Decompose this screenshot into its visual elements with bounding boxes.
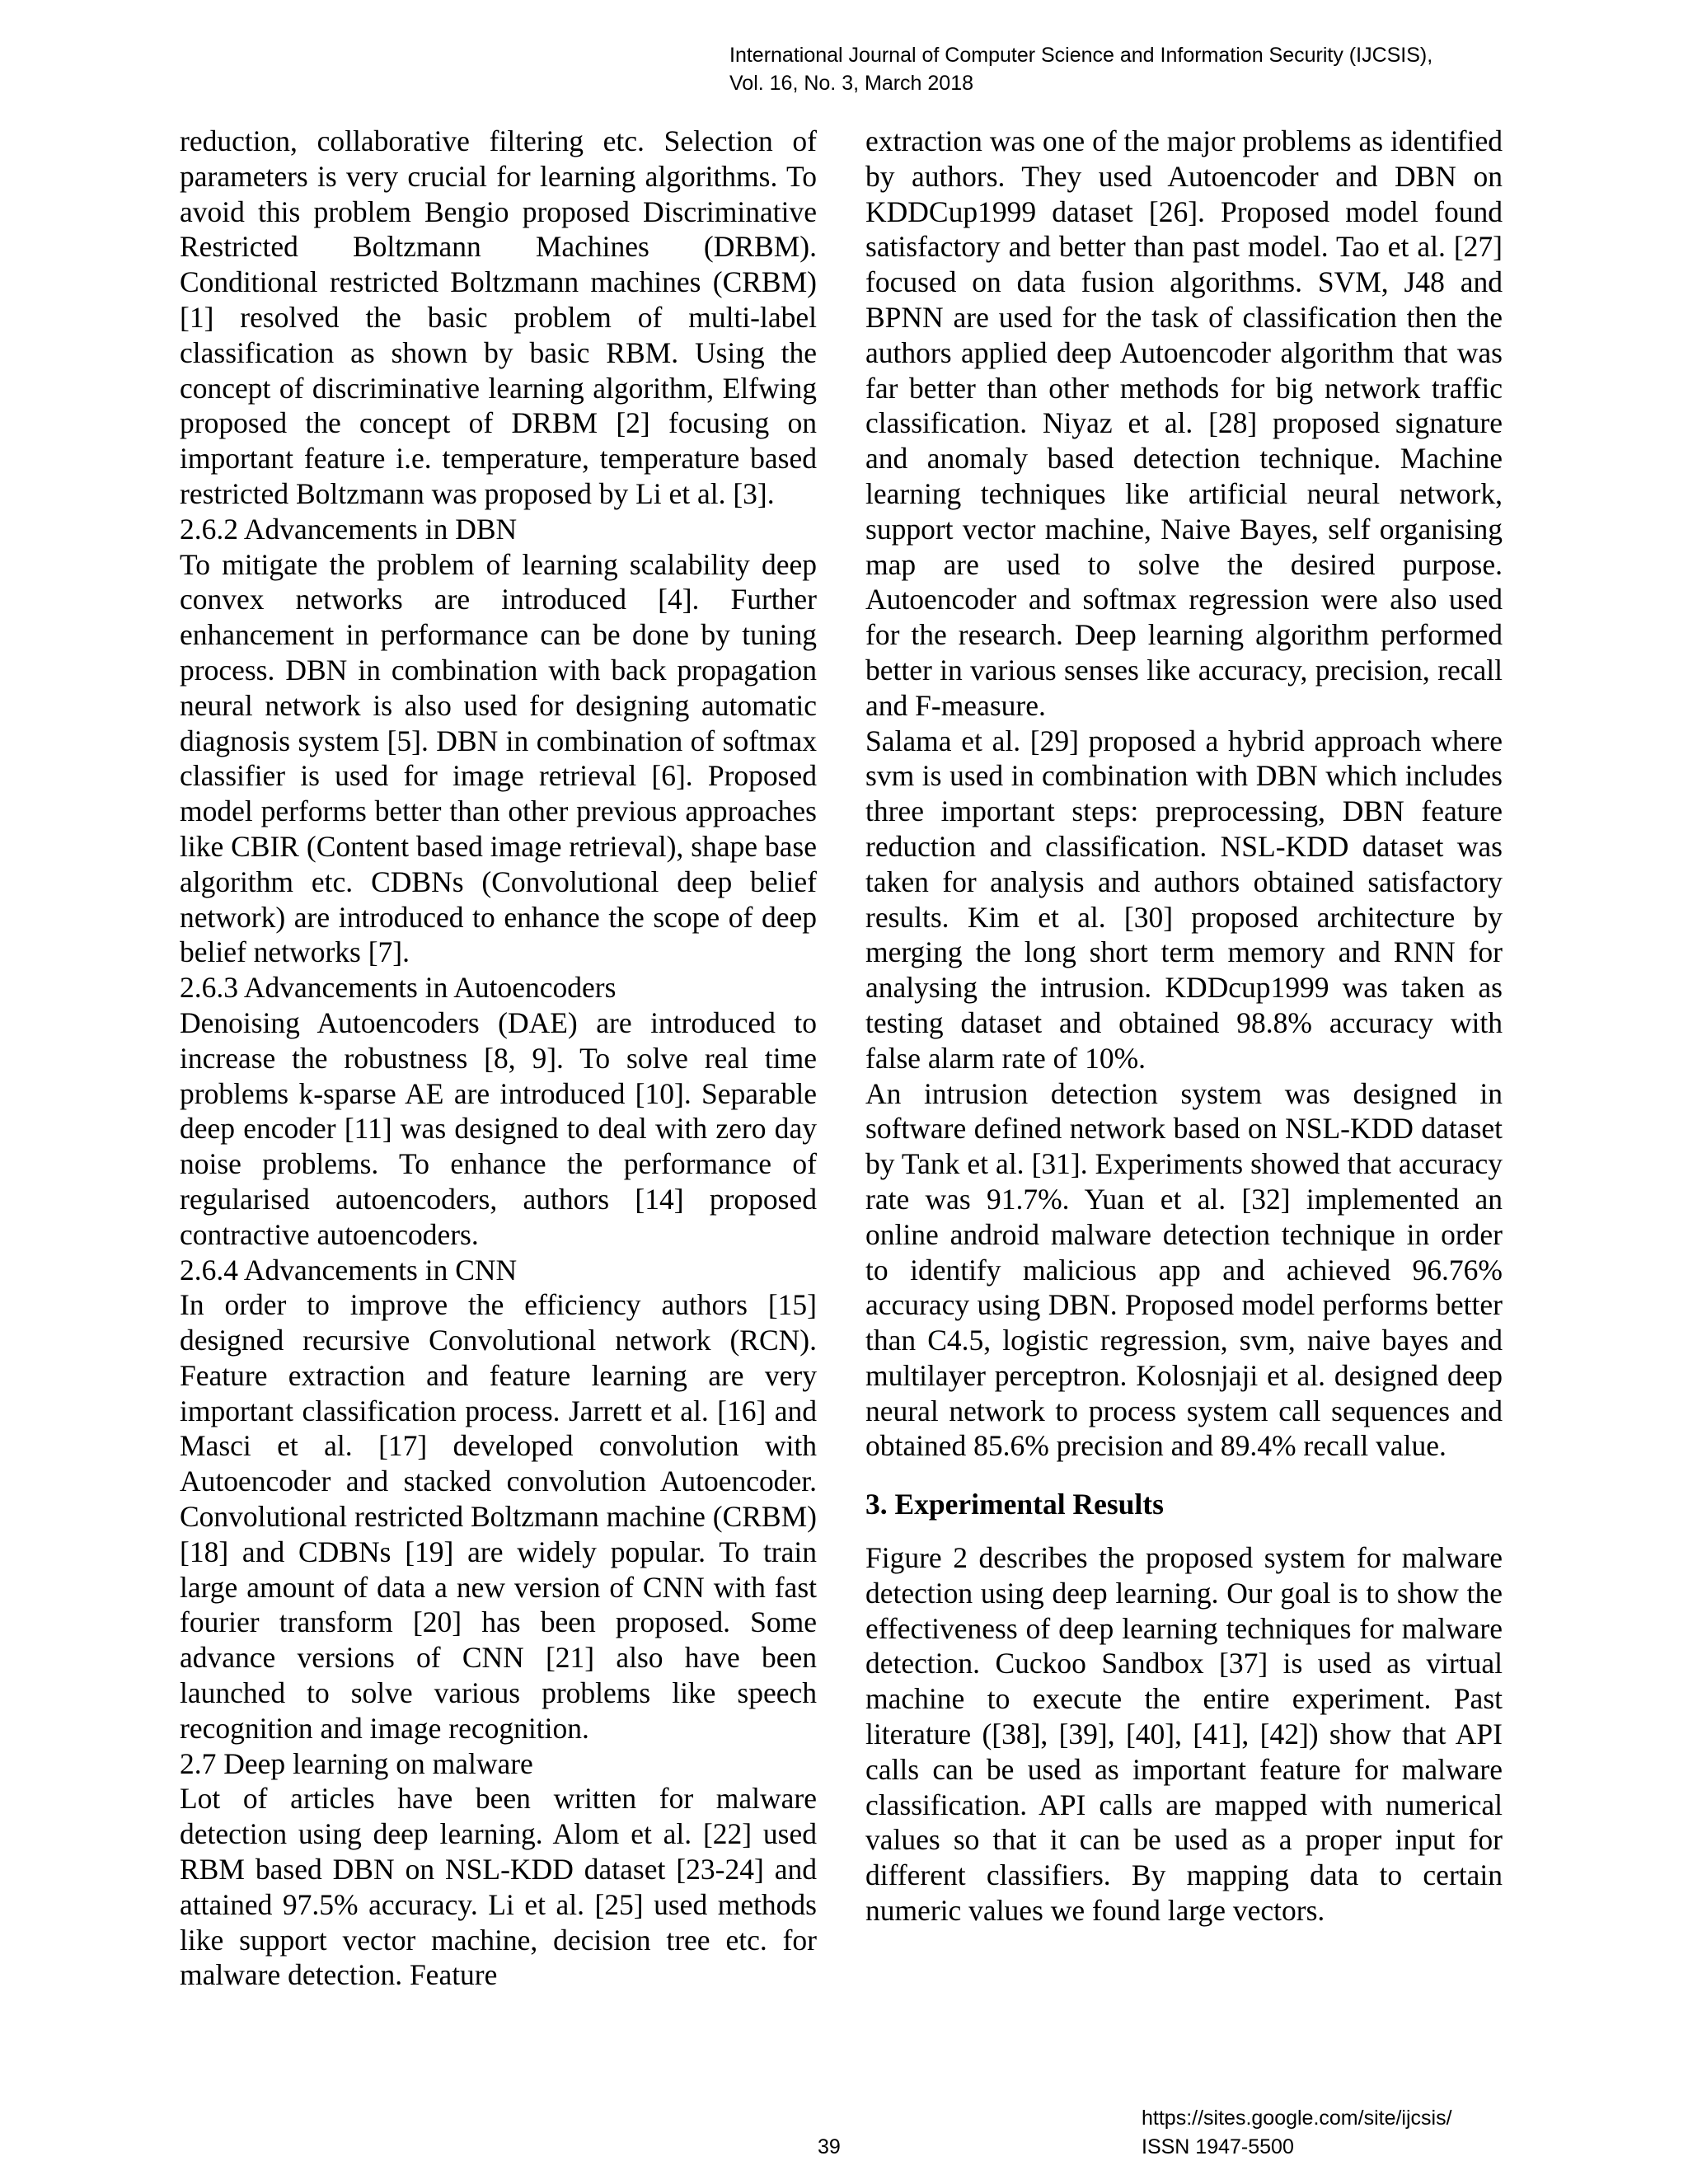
paragraph-feature-extraction: extraction was one of the major problems as identified by authors. They used Autoencoder and DBN on KDDCup1999 dataset [26]. Proposed model found satisfactory and better than past model. Tao et al. [27] focused on data fusion algorithms. SVM, J48 and BPNN are used for the task of classification then the authors applied deep Autoencoder algorithm that was far better than other methods for big network traffic classification. Niyaz et al. [28] proposed signature and anomaly based detection technique. Machine learning techniques like artificial neural network, support vector machine, Naive Bayes, self organising map are used to solve the desired purpose. Autoencoder and softmax regression were also used for the research. Deep learning algorithm performed better in various senses like accuracy, precision, recall and F-measure.: [865, 124, 1503, 722]
paragraph-intrusion-detection: An intrusion detection system was designed in software defined network based on NSL-KDD dataset by Tank et al. [31]. Experiments showed that accuracy rate was 91.7%. Yuan et al. [32] implemented an online android malware detection technique in order to identify malicious app and achieved 96.76% accuracy using DBN. Proposed model performs better than C4.5, logistic regression, svm, naive bayes and multilayer perceptron. Kolosnjaji et al. designed deep neural network to process system call sequences and obtained 85.6% precision and 89.4% recall value.: [865, 1076, 1503, 1463]
journal-header-title: International Journal of Computer Science and Information Security (IJCSIS),: [729, 44, 1433, 67]
footer-url: https://sites.google.com/site/ijcsis/: [1142, 2107, 1452, 2130]
paragraph-hybrid-approach: Salama et al. [29] proposed a hybrid approach where svm is used in combination with DBN which includes three important steps: preprocessing, DBN feature reduction and classification. NSL-KDD dataset was taken for analysis and authors obtained satisfactory results. Kim et al. [30] proposed architecture by merging the long short term memory and RNN for analysing the intrusion. KDDcup1999 was taken as testing dataset and obtained 98.8% accuracy with false alarm rate of 10%.: [865, 724, 1503, 1075]
left-column: [180, 124, 817, 1993]
section-title-experimental-results: 3. Experimental Results: [865, 1488, 1164, 1521]
subsection-heading-autoencoders: 2.6.3 Advancements in Autoencoders: [180, 971, 617, 1005]
subsection-heading-malware: 2.7 Deep learning on malware: [180, 1746, 533, 1780]
right-column: [865, 124, 1503, 1929]
paragraph-cnn: In order to improve the efficiency authors [15] designed recursive Convolutional network (RCN). Feature extraction and feature learning are very important classification process. Jarrett et al. [16] and Masci et al. [17] developed convolution with Autoencoder and stacked convolution Autoencoder. Convolutional restricted Boltzmann machine (CRBM) [18] and CDBNs [19] are widely popular. To train large amount of data a new version of CNN with fast fourier transform [20] has been proposed. Some advance versions of CNN [21] also have been launched to solve various problems like speech recognition and image recognition.: [180, 1288, 817, 1745]
paragraph-dbn: To mitigate the problem of learning scalability deep convex networks are introduced [4]. Further enhancement in performance can be done by tuning process. DBN in combination with back propagation neural network is also used for designing automatic diagnosis system [5]. DBN in combination of softmax classifier is used for image retrieval [6]. Proposed model performs better than other previous approaches like CBIR (Content based image retrieval), shape base algorithm etc. CDBNs (Convolutional deep belief network) are introduced to enhance the scope of deep belief networks [7].: [180, 547, 817, 969]
subsection-heading-cnn: 2.6.4 Advancements in CNN: [180, 1253, 518, 1286]
journal-header-volume: Vol. 16, No. 3, March 2018: [729, 72, 974, 95]
footer-issn: ISSN 1947-5500: [1142, 2135, 1294, 2158]
paragraph-proposed-system: Figure 2 describes the proposed system for malware detection using deep learning. Our goal is to show the effectiveness of deep learning techniques for malware detection. Cuckoo Sandbox [37] is used as virtual machine to execute the entire experiment. Past literature ([38], [39], [40], [41], [42]) show that API calls can be used as important feature for malware classification. API calls are mapped with numerical values so that it can be used as a proper input for different classifiers. By mapping data to certain numeric values we found large vectors.: [865, 1541, 1503, 1928]
journal-header: [729, 41, 1554, 97]
paragraph-drbm: reduction, collaborative filtering etc. Selection of parameters is very crucial for learning algorithms. To avoid this problem Bengio proposed Discriminative Restricted Boltzmann Machines (DRBM). Conditional restricted Boltzmann machines (CRBM) [1] resolved the basic problem of multi-label classification as shown by basic RBM. Using the concept of discriminative learning algorithm, Elfwing proposed the concept of DRBM [2] focusing on important feature i.e. temperature, temperature based restricted Boltzmann was proposed by Li et al. [3].: [180, 124, 817, 510]
paragraph-malware: Lot of articles have been written for malware detection using deep learning. Alom et al. [22] used RBM based DBN on NSL-KDD dataset [23-24] and attained 97.5% accuracy. Li et al. [25] used methods like support vector machine, decision tree etc. for malware detection. Feature: [180, 1782, 817, 1992]
page-number: 39: [818, 2135, 841, 2158]
subsection-heading-dbn: 2.6.2 Advancements in DBN: [180, 512, 518, 546]
paragraph-autoencoders: Denoising Autoencoders (DAE) are introduced to increase the robustness [8, 9]. To solve real time problems k-sparse AE are introduced [10]. Separable deep encoder [11] was designed to deal with zero day noise problems. To enhance the performance of regularised autoencoders, authors [14] proposed contractive autoencoders.: [180, 1005, 817, 1251]
